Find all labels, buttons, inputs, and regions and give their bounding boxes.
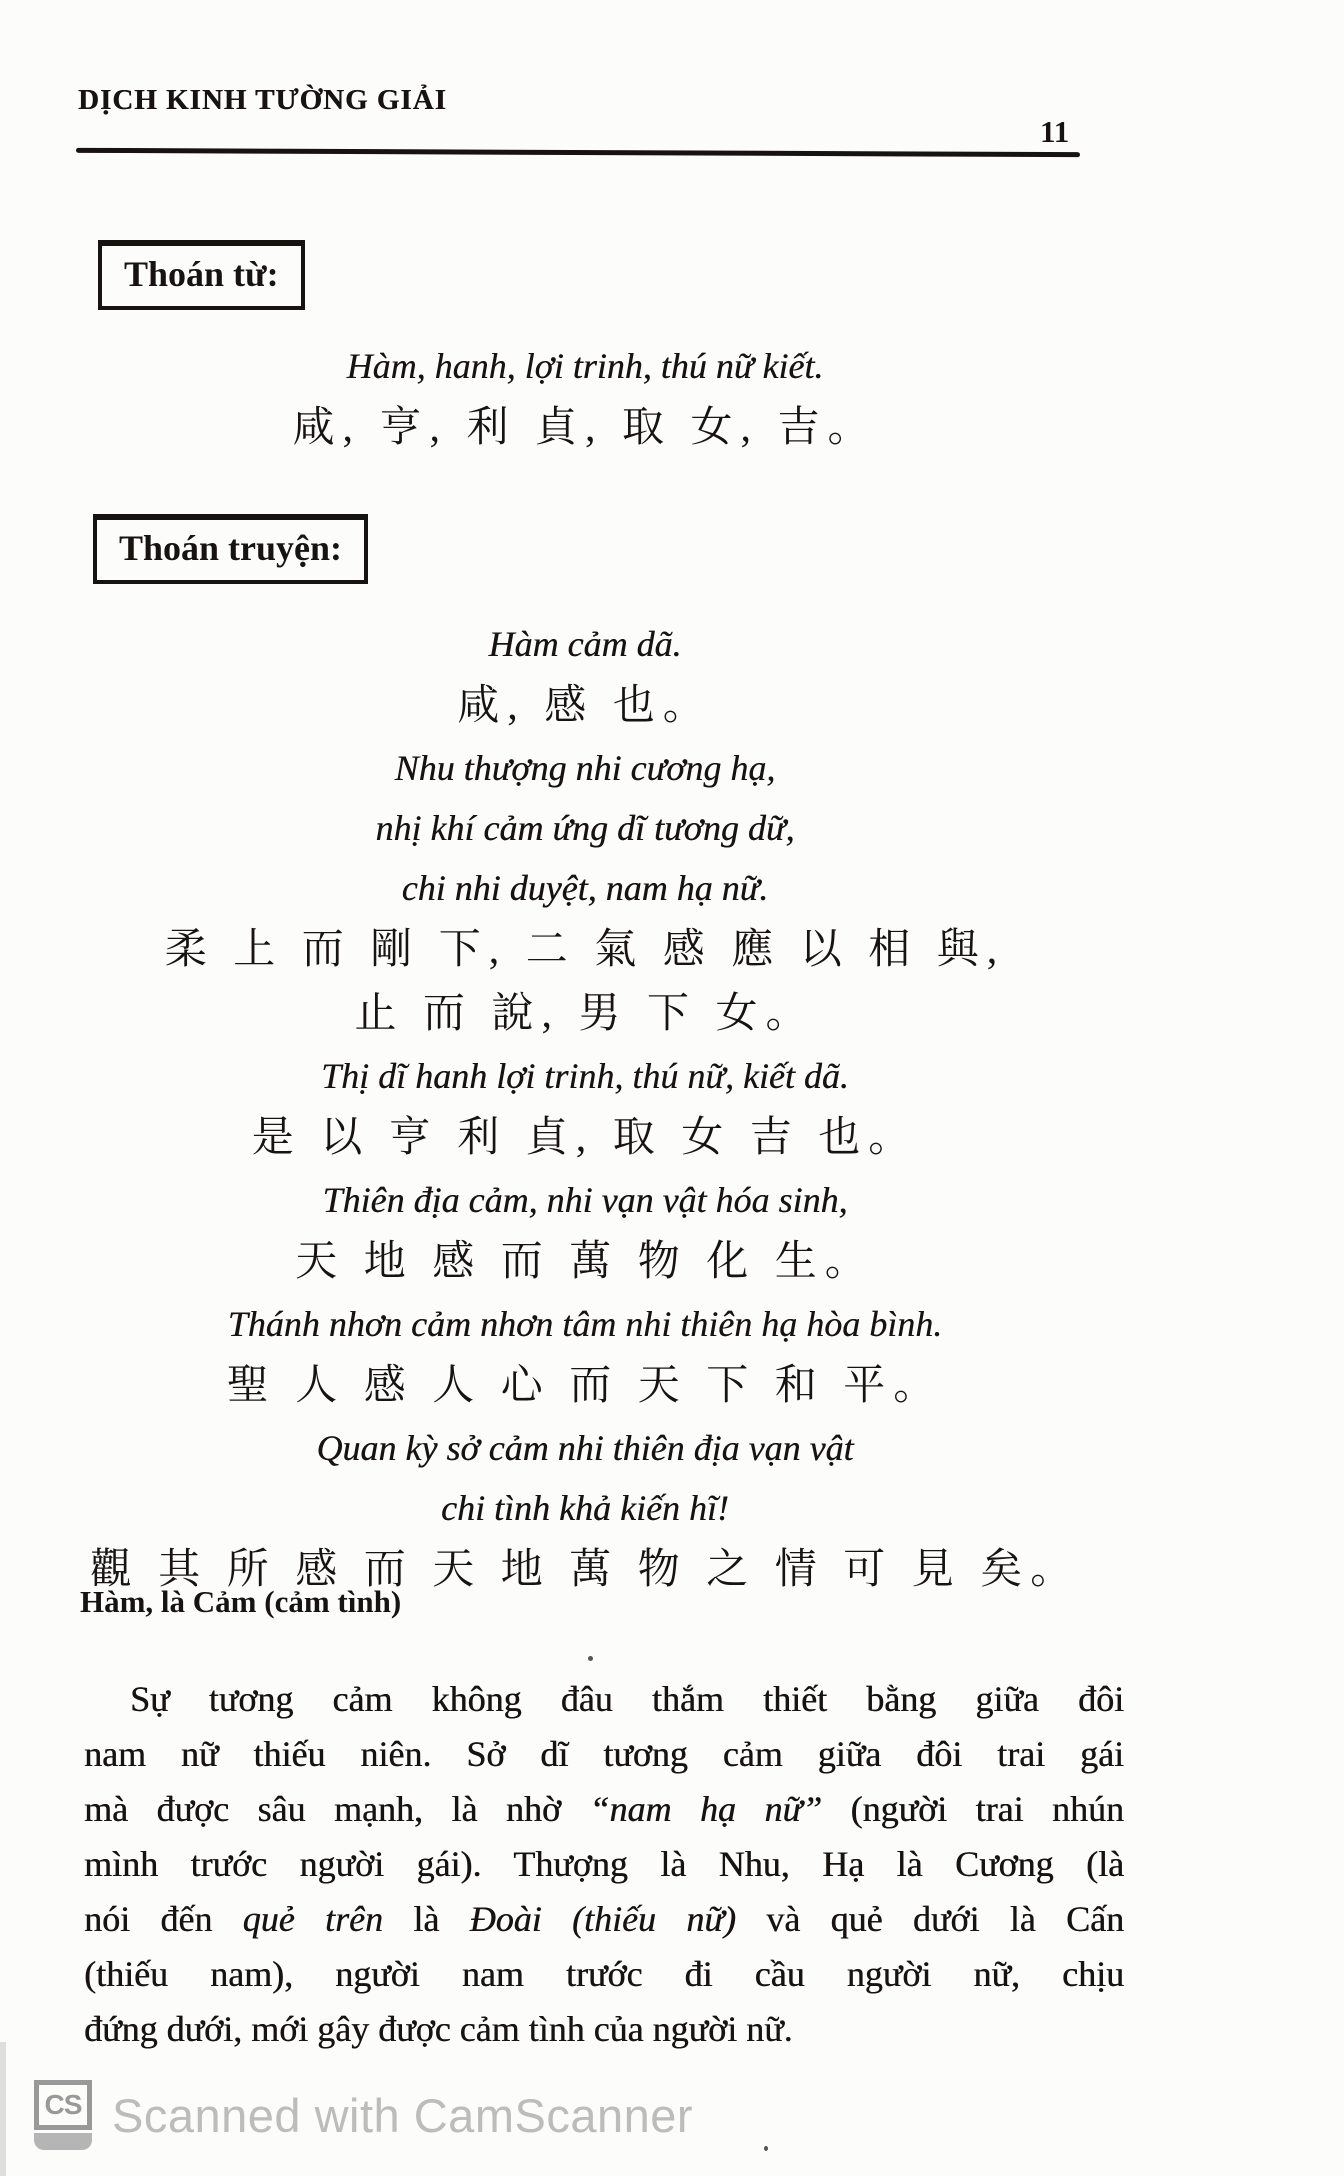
commentary-segment: đứng dưới, mới gây được cảm tình của người nữ. bbox=[84, 2009, 793, 2049]
camscanner-watermark bbox=[34, 2080, 693, 2150]
scan-edge-artifact bbox=[0, 2042, 6, 2176]
section-label-thoan-truyen: Thoán truyện: bbox=[119, 528, 343, 568]
section-label-thoan-tu: Thoán từ: bbox=[124, 254, 279, 294]
commentary-line bbox=[84, 1892, 1124, 1947]
verse-line-han: 觀 其 所 感 而 天 地 萬 物 之 情 可 見 矣。 bbox=[89, 1547, 1081, 1593]
scan-speck bbox=[588, 1656, 593, 1661]
commentary-segment-italic: Đoài (thiếu nữ) bbox=[469, 1899, 736, 1939]
commentary-paragraph bbox=[84, 1672, 1124, 2057]
commentary-segment: nói đến bbox=[84, 1899, 243, 1939]
verse-line-viet: Thị dĩ hanh lợi trinh, thú nữ, kiết dã. bbox=[321, 1056, 849, 1096]
verse-line-viet: chi nhi duyệt, nam hạ nữ. bbox=[401, 868, 769, 908]
verse-line-viet: Nhu thượng nhi cương hạ, bbox=[394, 748, 776, 788]
verse-line-han: 咸, 亨, 利 貞, 取 女, 吉。 bbox=[292, 405, 878, 451]
commentary-segment: mình trước người gái). Thượng là Nhu, Hạ là Cương (là bbox=[84, 1844, 1124, 1884]
verse-line-han: 止 而 說, 男 下 女。 bbox=[354, 991, 816, 1037]
section-box-thoan-truyen bbox=[93, 514, 368, 584]
verse-line-han: 咸, 感 也。 bbox=[457, 683, 713, 729]
commentary-segment: và quẻ dưới là Cấn bbox=[735, 1899, 1125, 1939]
commentary-line bbox=[84, 2002, 1124, 2057]
section-box-thoan-tu bbox=[98, 240, 305, 310]
thoan-truyen-verse bbox=[25, 614, 1145, 1602]
camscanner-logo-frame: CS bbox=[34, 2080, 92, 2130]
commentary-segment: (thiếu nam), người nam trước đi cầu người nữ, chịu bbox=[84, 1954, 1124, 1994]
commentary-segment: là bbox=[382, 1899, 470, 1939]
thoan-tu-verse bbox=[25, 336, 1145, 460]
verse-line-han: 天 地 感 而 萬 物 化 生。 bbox=[295, 1239, 875, 1285]
gloss-line: Hàm, là Cảm (cảm tình) bbox=[80, 1584, 402, 1619]
page-number: 11 bbox=[1040, 114, 1070, 149]
verse-line-viet: nhị khí cảm ứng dĩ tương dữ, bbox=[375, 808, 795, 848]
header-rule bbox=[76, 148, 1080, 157]
verse-line-viet: Thiên địa cảm, nhi vạn vật hóa sinh, bbox=[322, 1180, 848, 1220]
commentary-line bbox=[84, 1782, 1124, 1837]
commentary-line bbox=[84, 1672, 1124, 1727]
verse-line-viet: chi tình khả kiến hĩ! bbox=[441, 1488, 729, 1528]
commentary-segment: Sự tương cảm không đâu thắm thiết bằng giữa đôi bbox=[130, 1679, 1124, 1719]
scan-speck bbox=[764, 2146, 768, 2151]
watermark-label: Scanned with CamScanner bbox=[112, 2088, 694, 2142]
verse-line-viet: Hàm cảm dã. bbox=[488, 624, 682, 664]
commentary-segment: mà được sâu mạnh, là nhờ bbox=[84, 1789, 590, 1829]
camscanner-logo-icon bbox=[34, 2080, 92, 2150]
verse-line-viet: Hàm, hanh, lợi trinh, thú nữ kiết. bbox=[346, 346, 824, 386]
commentary-line bbox=[84, 1947, 1124, 2002]
commentary-line bbox=[84, 1837, 1124, 1892]
camscanner-logo-base bbox=[34, 2133, 92, 2150]
verse-line-han: 柔 上 而 剛 下, 二 氣 感 應 以 相 與, bbox=[164, 927, 1006, 973]
running-title: DỊCH KINH TƯỜNG GIẢI bbox=[78, 84, 447, 116]
commentary-segment: nam nữ thiếu niên. Sở dĩ tương cảm giữa đôi trai gái bbox=[84, 1734, 1124, 1774]
commentary-line bbox=[84, 1727, 1124, 1782]
verse-line-han: 聖 人 感 人 心 而 天 下 和 平。 bbox=[226, 1363, 944, 1409]
commentary-segment: (người trai nhún bbox=[822, 1789, 1124, 1829]
verse-line-han: 是 以 亨 利 貞, 取 女 吉 也。 bbox=[251, 1115, 919, 1161]
verse-line-viet: Quan kỳ sở cảm nhi thiên địa vạn vật bbox=[316, 1428, 854, 1468]
commentary-segment-italic: “nam hạ nữ” bbox=[589, 1789, 823, 1829]
verse-line-viet: Thánh nhơn cảm nhơn tâm nhi thiên hạ hòa bình. bbox=[227, 1304, 943, 1344]
commentary-segment-italic: quẻ trên bbox=[242, 1899, 383, 1939]
